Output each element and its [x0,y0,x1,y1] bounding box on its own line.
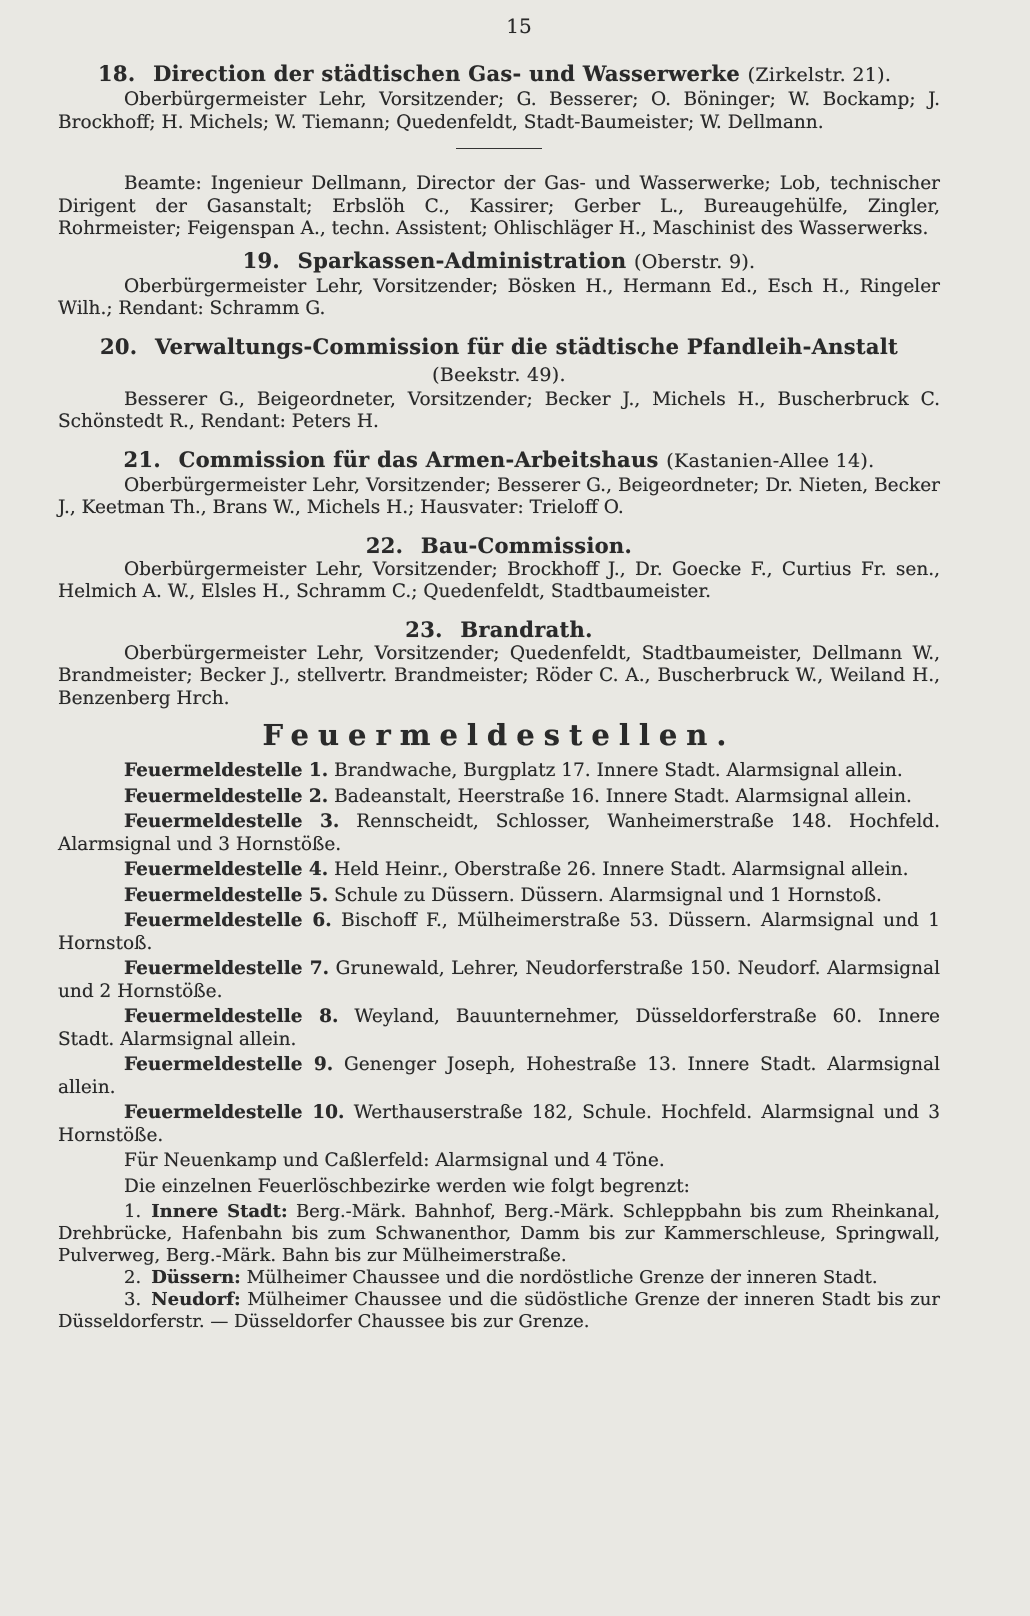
section-heading [58,616,940,643]
section-number: 23. [405,616,443,642]
section-number: 20. [99,333,138,359]
item-text: Weyland, Bauunternehmer, Düsseldorferstraße 60. Innere Stadt. Alarmsignal allein. [58,1006,940,1050]
section-title: Commission für das Armen-Arbeitshaus [178,446,659,472]
list-item [58,1006,940,1051]
section-address: (Zirkelstr. 21). [747,64,892,86]
list-item [58,859,940,882]
section-members: Oberbürgermeister Lehr, Vorsitzender; Brockhoff J., Dr. Goecke F., Curtius Fr. sen., Helmich A. W., Elsles H., Schramm C.; Quedenfeldt, Stadtbaumeister. [58,558,940,602]
item-text: Bischoff F., Mülheimerstraße 53. Düssern. Alarmsignal und 1 Hornstoß. [58,910,940,954]
item-label: Feuermeldestelle 5. [124,884,329,906]
item-text: Held Heinr., Oberstraße 26. Innere Stadt. Alarmsignal allein. [334,859,909,880]
section-members: Oberbürgermeister Lehr, Vorsitzender; Bösken H., Hermann Ed., Esch H., Ringeler Wilh.; Rendant: Schramm G. [58,275,940,319]
item-label: Neudorf: [151,1289,241,1310]
item-label: Feuermeldestelle 7. [124,958,330,979]
item-label: Feuermeldestelle 6. [124,910,332,931]
item-label: Feuermeldestelle 9. [124,1054,334,1075]
item-label: Feuermeldestelle 4. [124,859,329,880]
item-number: 2. [124,1267,142,1288]
section-number: 22. [365,532,404,558]
section-number: 19. [242,247,281,273]
section-address: (Kastanien-Allee 14). [666,449,875,472]
item-text: Badeanstalt, Heerstraße 16. Innere Stadt. Alarmsignal allein. [334,785,912,807]
list-item [58,811,940,856]
item-text: Schule zu Düssern. Düssern. Alarmsignal und 1 Hornstoß. [334,884,882,906]
item-text: Brandwache, Burgplatz 17. Innere Stadt. Alarmsignal allein. [334,760,903,781]
section-title: Bau-Commission. [420,532,633,558]
section-members: Besserer G., Beigeordneter, Vorsitzender; Becker J., Michels H., Buscherbruck C. Schönstedt R., Rendant: Peters H. [58,388,940,432]
item-number: 3. [124,1289,142,1310]
feuermelde-title: Feuermeldestellen. [262,718,736,752]
item-text: Grunewald, Lehrer, Neudorferstraße 150. Neudorf. Alarmsignal und 2 Hornstöße. [58,958,940,1002]
item-label: Feuermeldestelle 8. [124,1006,339,1027]
section-brandrath [58,616,940,711]
bezirke-list [58,1201,940,1333]
item-text: Mülheimer Chaussee und die nordöstliche Grenze der inneren Stadt. [246,1267,878,1288]
list-item [58,1201,940,1267]
page-number: 15 [506,14,532,38]
item-number: 1. [124,1201,142,1222]
list-item [58,1102,940,1147]
item-text: Mülheimer Chaussee und die südöstliche Grenze der inneren Stadt bis zur Düsseldorferstr. — Düsseldorfer Chaussee bis zur Grenze. [58,1289,940,1332]
section-number: 18. [98,61,136,86]
section-heading [58,247,940,276]
section-heading [58,60,940,89]
list-item [58,1054,940,1099]
feuermelde-list [58,760,940,1147]
list-item [58,958,940,1003]
section-heading [58,333,940,389]
list-item [58,1289,940,1333]
list-item [58,1267,940,1289]
item-label: Feuermeldestelle 2. [124,785,329,807]
section-armen-arbeitshaus [58,446,940,520]
section-address: (Oberstr. 9). [634,250,756,273]
section-gas-wasserwerke [58,60,940,134]
item-text: Werthauserstraße 182, Schule. Hochfeld. Alarmsignal und 3 Hornstöße. [58,1102,940,1146]
section-members: Oberbürgermeister Lehr, Vorsitzender; Besserer G., Beigeordneter; Dr. Nieten, Becker J., Keetman Th., Brans W., Michels H.; Hausvater: Trieloff O. [58,474,940,518]
neuenkamp-note: Für Neuenkamp und Caßlerfeld: Alarmsignal und 4 Töne. [124,1150,665,1171]
section-members: Oberbürgermeister Lehr, Vorsitzender; Quedenfeldt, Stadtbaumeister, Dellmann W., Brandmeister; Becker J., stellvertr. Brandmeister; Röder C. A., Buscherbruck W., Weiland H., Benzenberg Hrch. [58,642,940,709]
section-pfandleih [58,333,940,434]
section-number: 21. [123,446,161,472]
list-item [58,786,940,809]
section-heading [58,532,940,559]
section-address: (Beekstr. 49). [432,363,566,386]
item-text: Genenger Joseph, Hohestraße 13. Innere Stadt. Alarmsignal allein. [58,1054,941,1098]
item-text: Berg.-Märk. Bahnhof, Berg.-Märk. Schleppbahn bis zum Rheinkanal, Drehbrücke, Hafenbahn bis zum Schwanenthor, Damm bis zur Kammerschleuse, Springwall, Pulverweg, Berg.-Märk. Bahn bis zur Mülheimerstraße. [58,1201,940,1266]
section-title: Direction der städtischen Gas- und Wasserwerke [153,61,741,86]
bezirke-intro: Die einzelnen Feuerlöschbezirke werden wie folgt begrenzt: [124,1175,690,1197]
section-sparkasse [58,247,940,321]
item-label: Feuermeldestelle 3. [124,811,340,832]
section-title: Sparkassen-Administration [297,247,627,273]
item-label: Feuermeldestelle 10. [124,1102,345,1123]
item-label: Feuermeldestelle 1. [124,760,329,781]
item-label: Innere Stadt: [151,1201,288,1222]
item-label: Düssern: [151,1267,241,1288]
section-heading [58,446,940,475]
beamte-paragraph: Beamte: Ingenieur Dellmann, Director der Gas- und Wasserwerke; Lob, technischer Dirigent der Gasanstalt; Erbslöh C., Kassirer; Gerber L., Bureaugehülfe, Zingler, Rohrmeister; Feigenspan A., techn. Assistent; Ohlischläger H., Maschinist des Wasserwerks. [58,173,940,239]
list-item [58,760,940,783]
list-item [58,885,940,908]
list-item [58,910,940,955]
section-title: Brandrath. [460,616,593,642]
section-title: Verwaltungs-Commission für die städtische Pfandleih-Anstalt [155,333,899,359]
item-text: Rennscheidt, Schlosser, Wanheimerstraße 148. Hochfeld. Alarmsignal und 3 Hornstöße. [58,811,940,855]
section-bau-commission [58,532,940,604]
section-members: Oberbürgermeister Lehr, Vorsitzender; G. Besserer; O. Böninger; W. Bockamp; J. Brockhoff; H. Michels; W. Tiemann; Quedenfeldt, Stadt-Baumeister; W. Dellmann. [58,89,940,133]
separator-rule [456,148,542,149]
